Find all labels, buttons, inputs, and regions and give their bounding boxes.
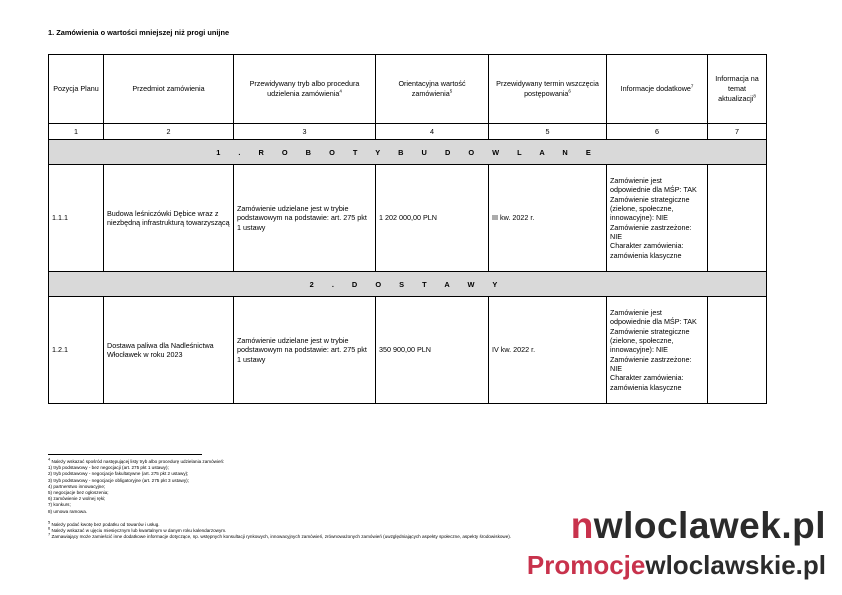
column-number-row [49, 124, 767, 140]
footnote-list-item: 8) umowa ramowa. [48, 508, 88, 514]
footnotes [48, 456, 608, 540]
header-mode: Przewidywany tryb albo procedura udzielenia zamówienia$^4$ [234, 55, 376, 124]
footnote-list-item: 3) tryb podstawowy - negocjacje obligatoryjne (art. 275 pkt 3 ustawy); [48, 477, 189, 483]
header-subject: Przedmiot zamówienia [104, 55, 234, 124]
footnote-list-item: 6) zamówienie z wolnej ręki; [48, 496, 106, 502]
row-info [607, 165, 708, 272]
row-info [607, 297, 708, 404]
table-row [49, 165, 767, 272]
footnote-divider [48, 454, 202, 455]
row-position: 1.2.1 [49, 297, 104, 404]
table-header-row [49, 55, 767, 124]
table-row [49, 297, 767, 404]
info-line: Charakter zamówienia: zamówienia klasyczne [610, 241, 684, 260]
row-subject: Dostawa paliwa dla Nadleśnictwa Włocławek w roku 2023 [104, 297, 234, 404]
row-term: III kw. 2022 r. [489, 165, 607, 272]
row-mode: Zamówienie udzielane jest w trybie podstawowym na podstawie: art. 275 pkt 1 ustawy [234, 165, 376, 272]
info-line: Zamówienie zastrzeżone: NIE [610, 354, 692, 374]
column-number: 6 [607, 124, 708, 140]
watermark-logo-secondary: Promocjewloclawskie.pl [526, 550, 826, 580]
column-number: 3 [234, 124, 376, 140]
info-line: Zamówienie zastrzeżone: NIE [610, 222, 692, 242]
info-line: Zamówienie jest odpowiednie dla MŚP: TAK [610, 175, 697, 195]
info-line: Charakter zamówienia: zamówienia klasyczne [610, 373, 684, 392]
footnote-list-item: 1) tryb podstawowy - bez negocjacji (art. 275 pkt 1 ustawy); [48, 465, 169, 471]
row-subject: Budowa leśniczówki Dębice wraz z niezbędną infrastrukturą towarzyszącą [104, 165, 234, 272]
row-term: IV kw. 2022 r. [489, 297, 607, 404]
section-heading: 2 . D O S T A W Y [49, 272, 767, 297]
row-position: 1.1.1 [49, 165, 104, 272]
row-value: 1 202 000,00 PLN [376, 165, 489, 272]
column-number: 5 [489, 124, 607, 140]
footnote-7: $^7$ Zamawiający może zamieścić inne dodatkowe informacje dotyczące, np. wstępnych konsultacji rynkowych, innowacyjnych zamówień, zrównoważonych zamówień (uwzględniających aspekty społeczne, aspekty środowiskowe). [48, 531, 512, 540]
section-heading: 1 . R O B O T Y B U D O W L A N E [49, 140, 767, 165]
column-number: 7 [708, 124, 767, 140]
header-update: Informacja na temat aktualizacji$^8$ [708, 55, 767, 124]
row-update [708, 165, 767, 272]
column-number: 1 [49, 124, 104, 140]
info-line: Zamówienie strategiczne (zielone, społeczne, innowacyjne): NIE [610, 326, 690, 355]
row-update [708, 297, 767, 404]
row-value: 350 900,00 PLN [376, 297, 489, 404]
procurement-plan-table [48, 54, 767, 404]
info-line: Zamówienie strategiczne (zielone, społeczne, innowacyjne): NIE [610, 194, 690, 223]
header-info: Informacje dodatkowe$^7$ [607, 55, 708, 124]
page-title: 1. Zamówienia o wartości mniejszej niż progi unijne [48, 28, 230, 37]
row-mode: Zamówienie udzielane jest w trybie podstawowym na podstawie: art. 275 pkt 1 ustawy [234, 297, 376, 404]
section-heading-row [49, 272, 767, 297]
header-value: Orientacyjna wartość zamówienia$^5$ [376, 55, 489, 124]
footnote-6: $^6$ Należy wskazać w ujęciu miesięcznym lub kwartalnym w danym roku kalendarzowym. [48, 525, 227, 534]
footnote-list-item: 5) negocjacje bez ogłoszenia; [48, 490, 109, 496]
section-heading-row [49, 140, 767, 165]
footnote-list-item: 2) tryb podstawowy - negocjacje fakultatywne (art. 275 pkt 2 ustawy); [48, 471, 189, 477]
footnote-list-item: 7) konkurs; [48, 502, 71, 508]
header-position: Pozycja Planu [49, 55, 104, 124]
column-number: 2 [104, 124, 234, 140]
info-line: Zamówienie jest odpowiednie dla MŚP: TAK [610, 307, 697, 327]
footnote-5: $^5$ Należy podać kwotę bez podatku od towarów i usług. [48, 519, 160, 527]
watermark-logo: nwloclawek.pl [570, 505, 826, 546]
footnote-4: $^4$ Należy wskazać spośród następującej listy tryb albo procedurę udzielania zamówień: [48, 456, 225, 464]
column-number: 4 [376, 124, 489, 140]
footnote-list-item: 4) partnerstwo innowacyjne; [48, 483, 106, 489]
header-term: Przewidywany termin wszczęcia postępowania$^6$ [489, 55, 607, 124]
